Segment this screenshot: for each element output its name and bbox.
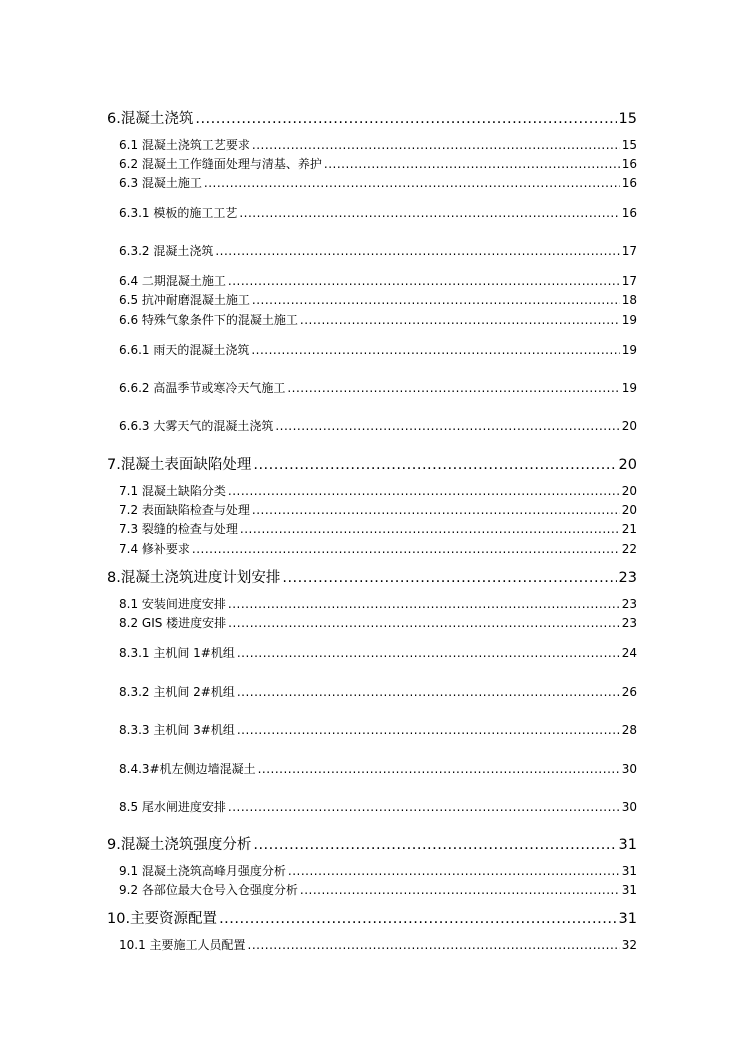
toc-page-number: 19 — [621, 313, 637, 327]
toc-leader-dots — [282, 570, 616, 586]
toc-leader-dots — [204, 176, 620, 190]
toc-page-number: 19 — [621, 381, 637, 395]
toc-entry-label: 8.1 安装间进度安排 — [119, 597, 226, 611]
toc-entry[interactable] — [119, 417, 637, 434]
toc-entry-label: 9.2 各部位最大仓号入仓强度分析 — [119, 883, 298, 897]
toc-entry-label: 6.6.1 雨天的混凝土浇筑 — [119, 343, 250, 357]
toc-entry-label: 7.3 裂缝的检查与处理 — [119, 522, 238, 536]
toc-page-number: 16 — [621, 157, 637, 171]
toc-entry[interactable] — [119, 683, 637, 700]
toc-leader-dots — [288, 864, 620, 878]
toc-entry-label: 6.5 抗冲耐磨混凝土施工 — [119, 293, 250, 307]
toc-leader-dots — [237, 685, 620, 699]
toc-leader-dots — [219, 911, 616, 927]
toc-page-number: 30 — [621, 762, 637, 776]
toc-page-number: 30 — [621, 800, 637, 814]
toc-entry-label: 6.6.2 高温季节或寒冷天气施工 — [119, 381, 286, 395]
toc-entry-label: 10.主要资源配置 — [107, 911, 218, 927]
toc-entry[interactable] — [107, 833, 637, 854]
toc-leader-dots — [252, 138, 620, 152]
toc-entry-label: 7.4 修补要求 — [119, 542, 190, 556]
toc-entry[interactable] — [119, 341, 637, 358]
toc-leader-dots — [300, 883, 620, 897]
toc-leader-dots — [248, 938, 620, 952]
toc-leader-dots — [253, 837, 616, 853]
toc-leader-dots — [237, 723, 620, 737]
toc-entry[interactable] — [119, 936, 637, 953]
toc-page-number: 16 — [621, 206, 637, 220]
toc-leader-dots — [275, 419, 619, 433]
toc-entry-label: 8.3.3 主机间 3#机组 — [119, 723, 235, 737]
toc-entry-label: 6.1 混凝土浇筑工艺要求 — [119, 138, 250, 152]
toc-entry-label: 8.2 GIS 楼进度安排 — [119, 616, 227, 630]
toc-entry-label: 7.混凝土表面缺陷处理 — [107, 457, 252, 473]
toc-entry-label: 6.2 混凝土工作缝面处理与清基、养护 — [119, 157, 322, 171]
toc-entry[interactable] — [119, 721, 637, 738]
toc-page-number: 32 — [621, 938, 637, 952]
toc-leader-dots — [228, 274, 620, 288]
toc-leader-dots — [192, 542, 620, 556]
toc-page-number: 17 — [621, 274, 637, 288]
toc-leader-dots — [251, 343, 619, 357]
toc-entry-label: 6.混凝土浇筑 — [107, 111, 194, 127]
toc-entry-label: 6.3.1 模板的施工工艺 — [119, 206, 238, 220]
toc-page-number: 23 — [618, 570, 637, 586]
toc-entry-label: 8.3.1 主机间 1#机组 — [119, 646, 235, 660]
toc-entry-label: 10.1 主要施工人员配置 — [119, 938, 246, 952]
toc-leader-dots — [195, 111, 616, 127]
toc-entry-label: 8.5 尾水闸进度安排 — [119, 800, 226, 814]
toc-page-number: 20 — [621, 484, 637, 498]
toc-page-number: 20 — [621, 419, 637, 433]
toc-page-number: 28 — [621, 723, 637, 737]
toc-page-number: 18 — [621, 293, 637, 307]
toc-page-number: 21 — [621, 522, 637, 536]
toc-leader-dots — [237, 646, 620, 660]
toc-page-number: 17 — [621, 244, 637, 258]
toc-entry[interactable] — [119, 760, 637, 777]
toc-entry[interactable] — [119, 155, 637, 172]
toc-page-number: 31 — [618, 911, 637, 927]
toc-page-number: 23 — [621, 616, 637, 630]
toc-entry[interactable] — [107, 107, 637, 128]
toc-page-number: 20 — [621, 503, 637, 517]
toc-page-number: 31 — [621, 864, 637, 878]
toc-entry[interactable] — [107, 566, 637, 587]
toc-entry[interactable] — [119, 644, 637, 661]
toc-leader-dots — [228, 616, 620, 630]
toc-leader-dots — [324, 157, 620, 171]
toc-entry-label: 7.2 表面缺陷检查与处理 — [119, 503, 250, 517]
toc-leader-dots — [252, 503, 620, 517]
toc-leader-dots — [215, 244, 619, 258]
toc-page-number: 26 — [621, 685, 637, 699]
toc-page-number: 20 — [618, 457, 637, 473]
toc-entry[interactable] — [119, 798, 637, 815]
toc-leader-dots — [253, 457, 616, 473]
toc-entry[interactable] — [119, 242, 637, 259]
toc-entry[interactable] — [119, 291, 637, 308]
toc-page-number: 31 — [621, 883, 637, 897]
toc-page-number: 16 — [621, 176, 637, 190]
toc-entry[interactable] — [119, 540, 637, 557]
toc-entry[interactable] — [107, 907, 637, 928]
toc-entry[interactable] — [119, 311, 637, 328]
toc-leader-dots — [228, 484, 620, 498]
toc-entry[interactable] — [119, 174, 637, 191]
toc-page-number: 24 — [621, 646, 637, 660]
toc-entry[interactable] — [119, 379, 637, 396]
toc-entry-label: 6.3 混凝土施工 — [119, 176, 202, 190]
toc-entry[interactable] — [119, 881, 637, 898]
toc-entry-label: 8.4.3#机左侧边墙混凝土 — [119, 762, 256, 776]
toc-leader-dots — [252, 293, 620, 307]
toc-leader-dots — [258, 762, 620, 776]
toc-entry-label: 9.混凝土浇筑强度分析 — [107, 837, 252, 853]
toc-page-number: 22 — [621, 542, 637, 556]
toc-entry[interactable] — [119, 595, 637, 612]
toc-entry-label: 7.1 混凝土缺陷分类 — [119, 484, 226, 498]
toc-entry[interactable] — [119, 501, 637, 518]
toc-entry-label: 8.3.2 主机间 2#机组 — [119, 685, 235, 699]
toc-leader-dots — [240, 522, 620, 536]
toc-leader-dots — [228, 597, 620, 611]
toc-entry[interactable] — [119, 272, 637, 289]
toc-entry[interactable] — [119, 204, 637, 221]
toc-entry[interactable] — [119, 136, 637, 153]
toc-entry-label: 6.6 特殊气象条件下的混凝土施工 — [119, 313, 298, 327]
toc-entry-label: 9.1 混凝土浇筑高峰月强度分析 — [119, 864, 286, 878]
toc-entry[interactable] — [119, 520, 637, 537]
toc-leader-dots — [287, 381, 619, 395]
toc-entry-label: 8.混凝土浇筑进度计划安排 — [107, 570, 281, 586]
toc-entry-label: 6.6.3 大雾天气的混凝土浇筑 — [119, 419, 274, 433]
toc-leader-dots — [239, 206, 619, 220]
toc-leader-dots — [228, 800, 620, 814]
toc-page-number: 23 — [621, 597, 637, 611]
toc-entry[interactable] — [119, 482, 637, 499]
toc-entry[interactable] — [107, 453, 637, 474]
toc-entry-label: 6.3.2 混凝土浇筑 — [119, 244, 214, 258]
toc-page-number: 15 — [618, 111, 637, 127]
toc-page-number: 19 — [621, 343, 637, 357]
toc-entry[interactable] — [119, 614, 637, 631]
toc-entry-label: 6.4 二期混凝土施工 — [119, 274, 226, 288]
toc-entry[interactable] — [119, 862, 637, 879]
toc-page-number: 31 — [618, 837, 637, 853]
toc-leader-dots — [300, 313, 620, 327]
toc-page-number: 15 — [621, 138, 637, 152]
